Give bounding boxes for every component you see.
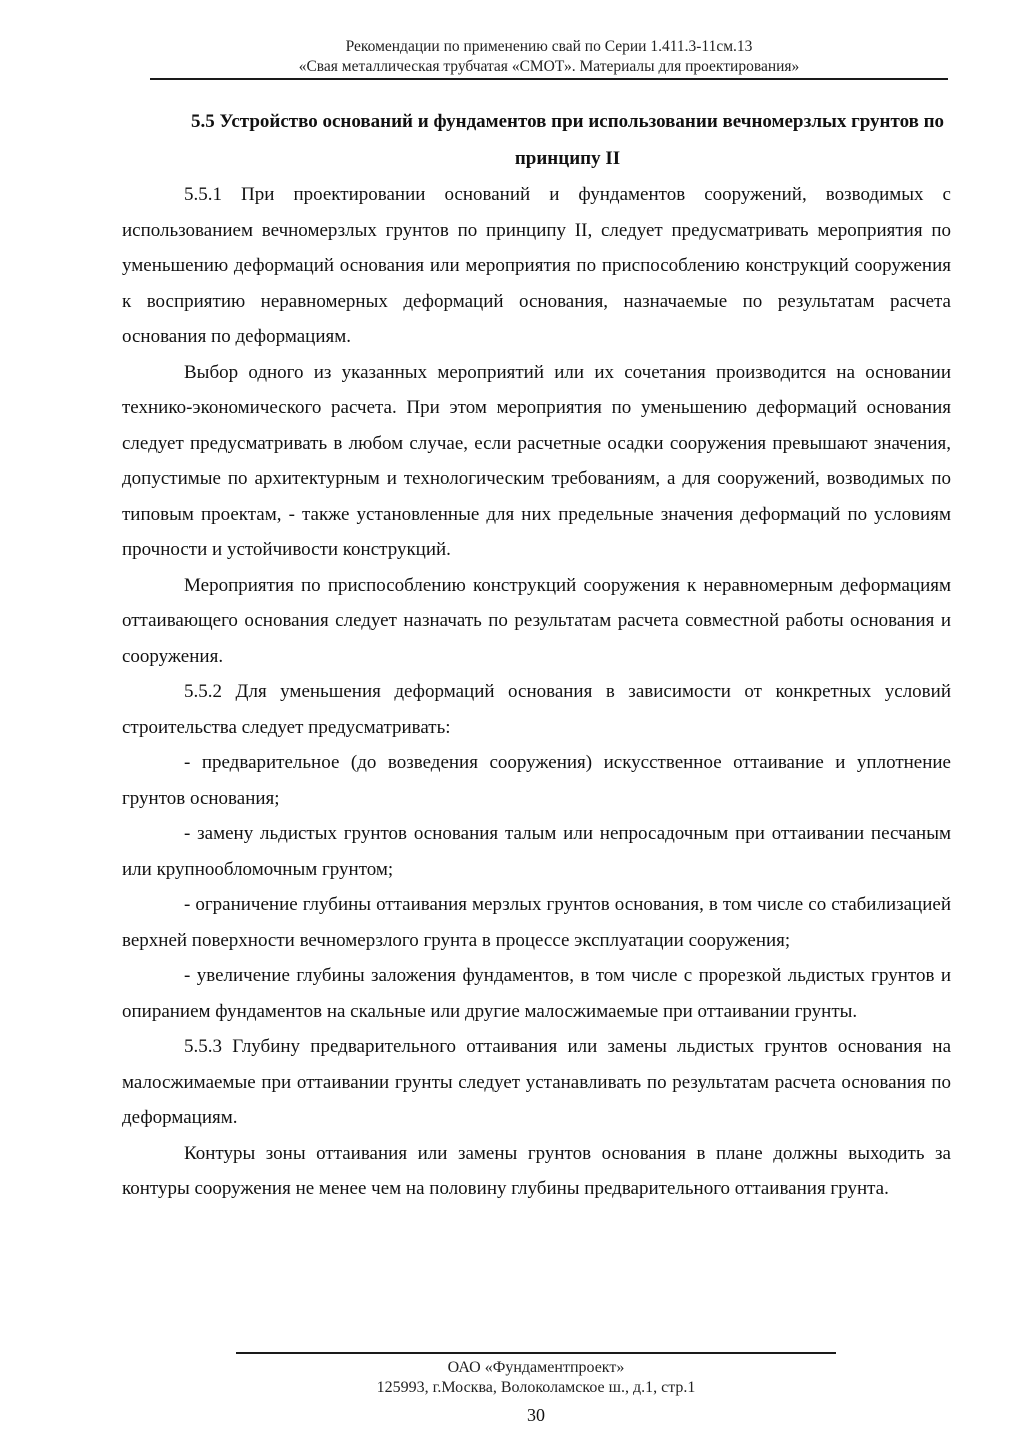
footer-organization: ОАО «Фундаментпроект»: [447, 1359, 625, 1376]
list-item-foundation-depth: - увеличение глубины заложения фундаментов, в том числе с прорезкой льдистых грунтов и опиранием фундаментов на скальные или другие малосжимаемые при оттаивании грунты.: [122, 965, 951, 1022]
header-line-1: Рекомендации по применению свай по Серии 1.411.3-11см.13: [345, 38, 753, 55]
section-title: 5.5 Устройство оснований и фундаментов при использовании вечномерзлых грунтов по принципу II: [190, 111, 945, 169]
list-item-thaw-depth-limit: - ограничение глубины оттаивания мерзлых грунтов основания, в том числе со стабилизацией верхней поверхности вечномерзлого грунта в процессе эксплуатации сооружения;: [122, 894, 951, 951]
paragraph-5-5-2: 5.5.2 Для уменьшения деформаций основания в зависимости от конкретных условий строительства следует предусматривать:: [122, 681, 951, 738]
header-divider: [150, 78, 948, 80]
header-line-2: «Свая металлическая трубчатая «СМОТ». Материалы для проектирования»: [298, 58, 800, 75]
page-number: 30: [527, 1405, 545, 1425]
page-footer: [236, 1358, 836, 1398]
page-header: [150, 37, 948, 77]
list-item-soil-replacement: - замену льдистых грунтов основания талым или непросадочным при оттаивании песчаным или крупнообломочным грунтом;: [122, 823, 951, 880]
paragraph-thaw-zone-contours: Контуры зоны оттаивания или замены грунтов основания в плане должны выходить за контуры сооружения не менее чем на половину глубины предварительного оттаивания грунта.: [122, 1142, 951, 1199]
footer-address: 125993, г.Москва, Волоколамское ш., д.1, стр.1: [376, 1379, 696, 1396]
document-body: [122, 103, 951, 1207]
paragraph-adaptation-measures: Мероприятия по приспособлению конструкций сооружения к неравномерным деформациям оттаивающего основания следует назначать по результатам расчета совместной работы основания и сооружения.: [122, 574, 951, 667]
list-item-preliminary-thawing: - предварительное (до возведения сооружения) искусственное оттаивание и уплотнение грунтов основания;: [122, 752, 951, 809]
paragraph-5-5-3: 5.5.3 Глубину предварительного оттаивания или замены льдистых грунтов основания на малосжимаемые при оттаивании грунты следует устанавливать по результатам расчета основания по деформациям.: [122, 1036, 951, 1128]
paragraph-choice-of-measures: Выбор одного из указанных мероприятий или их сочетания производится на основании технико-экономического расчета. При этом мероприятия по уменьшению деформаций основания следует предусматривать в любом случае, если расчетные осадки сооружения превышают значения, допустимые по архитектурным и технологическим требованиям, а для сооружений, возводимых по типовым проектам, - также установленные для них предельные значения деформаций по условиям прочности и устойчивости конструкций.: [122, 361, 951, 560]
footer-divider: [236, 1352, 836, 1354]
paragraph-5-5-1: 5.5.1 При проектировании оснований и фундаментов сооружений, возводимых с использованием вечномерзлых грунтов по принципу II, следует предусматривать мероприятия по уменьшению деформаций основания или мероприятия по приспособлению конструкций сооружения к восприятию неравномерных деформаций основания, назначаемые по результатам расчета основания по деформациям.: [122, 184, 951, 347]
